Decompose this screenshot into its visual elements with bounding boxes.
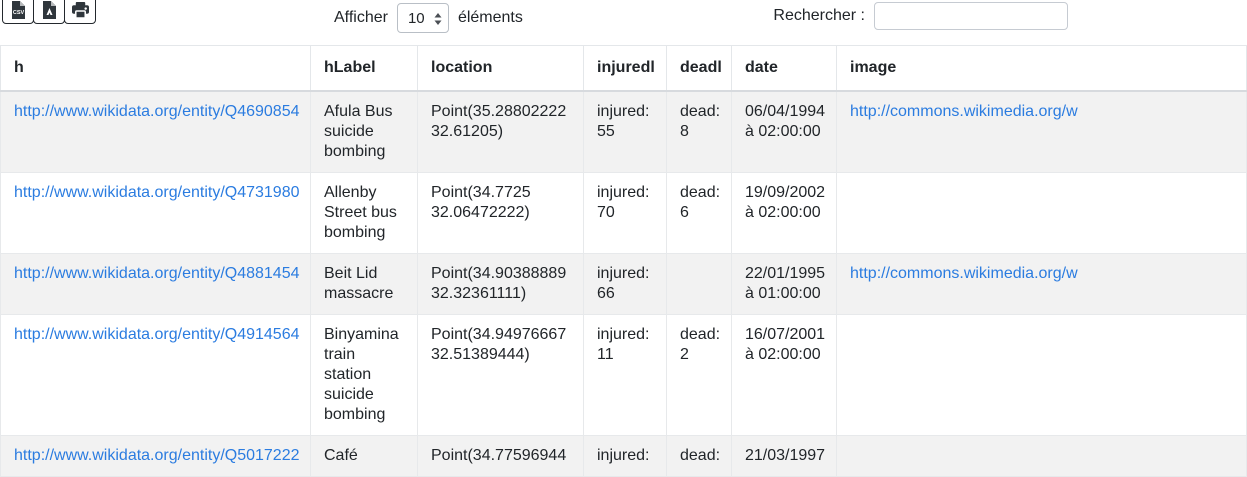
entity-link[interactable]: http://www.wikidata.org/entity/Q5017222 <box>14 447 300 464</box>
cell-deadl: dead: 6 <box>667 173 732 254</box>
export-toolbar <box>2 0 95 24</box>
table-body <box>1 91 1247 477</box>
cell-hLabel: Beit Lid massacre <box>311 254 418 315</box>
image-link[interactable]: http://commons.wikimedia.org/w <box>850 265 1078 282</box>
cell-location: Point(34.90388889 32.32361111) <box>418 254 584 315</box>
cell-image <box>837 254 1247 315</box>
pdf-file-icon <box>42 1 57 19</box>
cell-h <box>1 254 311 315</box>
cell-hLabel: Allenby Street bus bombing <box>311 173 418 254</box>
printer-icon <box>71 2 90 19</box>
cell-h <box>1 436 311 477</box>
cell-date: 16/07/2001 à 02:00:00 <box>732 315 837 436</box>
column-header-injuredl[interactable]: injuredl <box>584 46 667 92</box>
header-row <box>1 46 1247 92</box>
cell-image <box>837 173 1247 254</box>
cell-hLabel: Binyamina train station suicide bombing <box>311 315 418 436</box>
cell-h <box>1 173 311 254</box>
pdf-export-button[interactable] <box>33 0 65 24</box>
cell-h <box>1 315 311 436</box>
table-row <box>1 254 1247 315</box>
cell-date: 06/04/1994 à 02:00:00 <box>732 91 837 173</box>
cell-date: 19/09/2002 à 02:00:00 <box>732 173 837 254</box>
results-table <box>0 45 1247 477</box>
cell-deadl: dead: 8 <box>667 91 732 173</box>
svg-text:CSV: CSV <box>12 10 24 16</box>
column-header-image[interactable]: image <box>837 46 1247 92</box>
cell-injuredl: injured: 66 <box>584 254 667 315</box>
column-header-location[interactable]: location <box>418 46 584 92</box>
cell-image <box>837 436 1247 477</box>
table-row <box>1 436 1247 477</box>
cell-h <box>1 91 311 173</box>
csv-file-icon <box>11 1 26 19</box>
cell-deadl: dead: <box>667 436 732 477</box>
cell-hLabel: Café <box>311 436 418 477</box>
cell-location: Point(34.77596944 <box>418 436 584 477</box>
page-length-select[interactable] <box>398 4 448 32</box>
column-header-h[interactable]: h <box>1 46 311 92</box>
page-length-select-shell <box>397 3 449 33</box>
entity-link[interactable]: http://www.wikidata.org/entity/Q4914564 <box>14 326 300 343</box>
search-label: Rechercher : <box>773 7 865 24</box>
cell-date: 22/01/1995 à 01:00:00 <box>732 254 837 315</box>
cell-location: Point(34.7725 32.06472222) <box>418 173 584 254</box>
search-box <box>773 2 1068 30</box>
table-row <box>1 315 1247 436</box>
csv-export-button[interactable] <box>2 0 34 24</box>
image-link[interactable]: http://commons.wikimedia.org/w <box>850 103 1078 120</box>
cell-date: 21/03/1997 <box>732 436 837 477</box>
cell-injuredl: injured: <box>584 436 667 477</box>
cell-image <box>837 91 1247 173</box>
cell-location: Point(34.94976667 32.51389444) <box>418 315 584 436</box>
cell-image <box>837 315 1247 436</box>
length-label-after: éléments <box>457 9 523 26</box>
table-row <box>1 91 1247 173</box>
cell-deadl <box>667 254 732 315</box>
cell-location: Point(35.28802222 32.61205) <box>418 91 584 173</box>
print-button[interactable] <box>64 0 96 24</box>
entity-link[interactable]: http://www.wikidata.org/entity/Q4690854 <box>14 103 300 120</box>
column-header-hLabel[interactable]: hLabel <box>311 46 418 92</box>
length-label-before: Afficher <box>334 9 388 26</box>
column-header-deadl[interactable]: deadl <box>667 46 732 92</box>
cell-injuredl: injured: 70 <box>584 173 667 254</box>
search-input[interactable] <box>874 2 1068 30</box>
entity-link[interactable]: http://www.wikidata.org/entity/Q4731980 <box>14 184 300 201</box>
cell-injuredl: injured: 55 <box>584 91 667 173</box>
cell-deadl: dead: 2 <box>667 315 732 436</box>
table-row <box>1 173 1247 254</box>
column-header-date[interactable]: date <box>732 46 837 92</box>
cell-injuredl: injured: 11 <box>584 315 667 436</box>
cell-hLabel: Afula Bus suicide bombing <box>311 91 418 173</box>
table-controls <box>0 0 1070 42</box>
length-menu <box>334 3 523 33</box>
entity-link[interactable]: http://www.wikidata.org/entity/Q4881454 <box>14 265 300 282</box>
